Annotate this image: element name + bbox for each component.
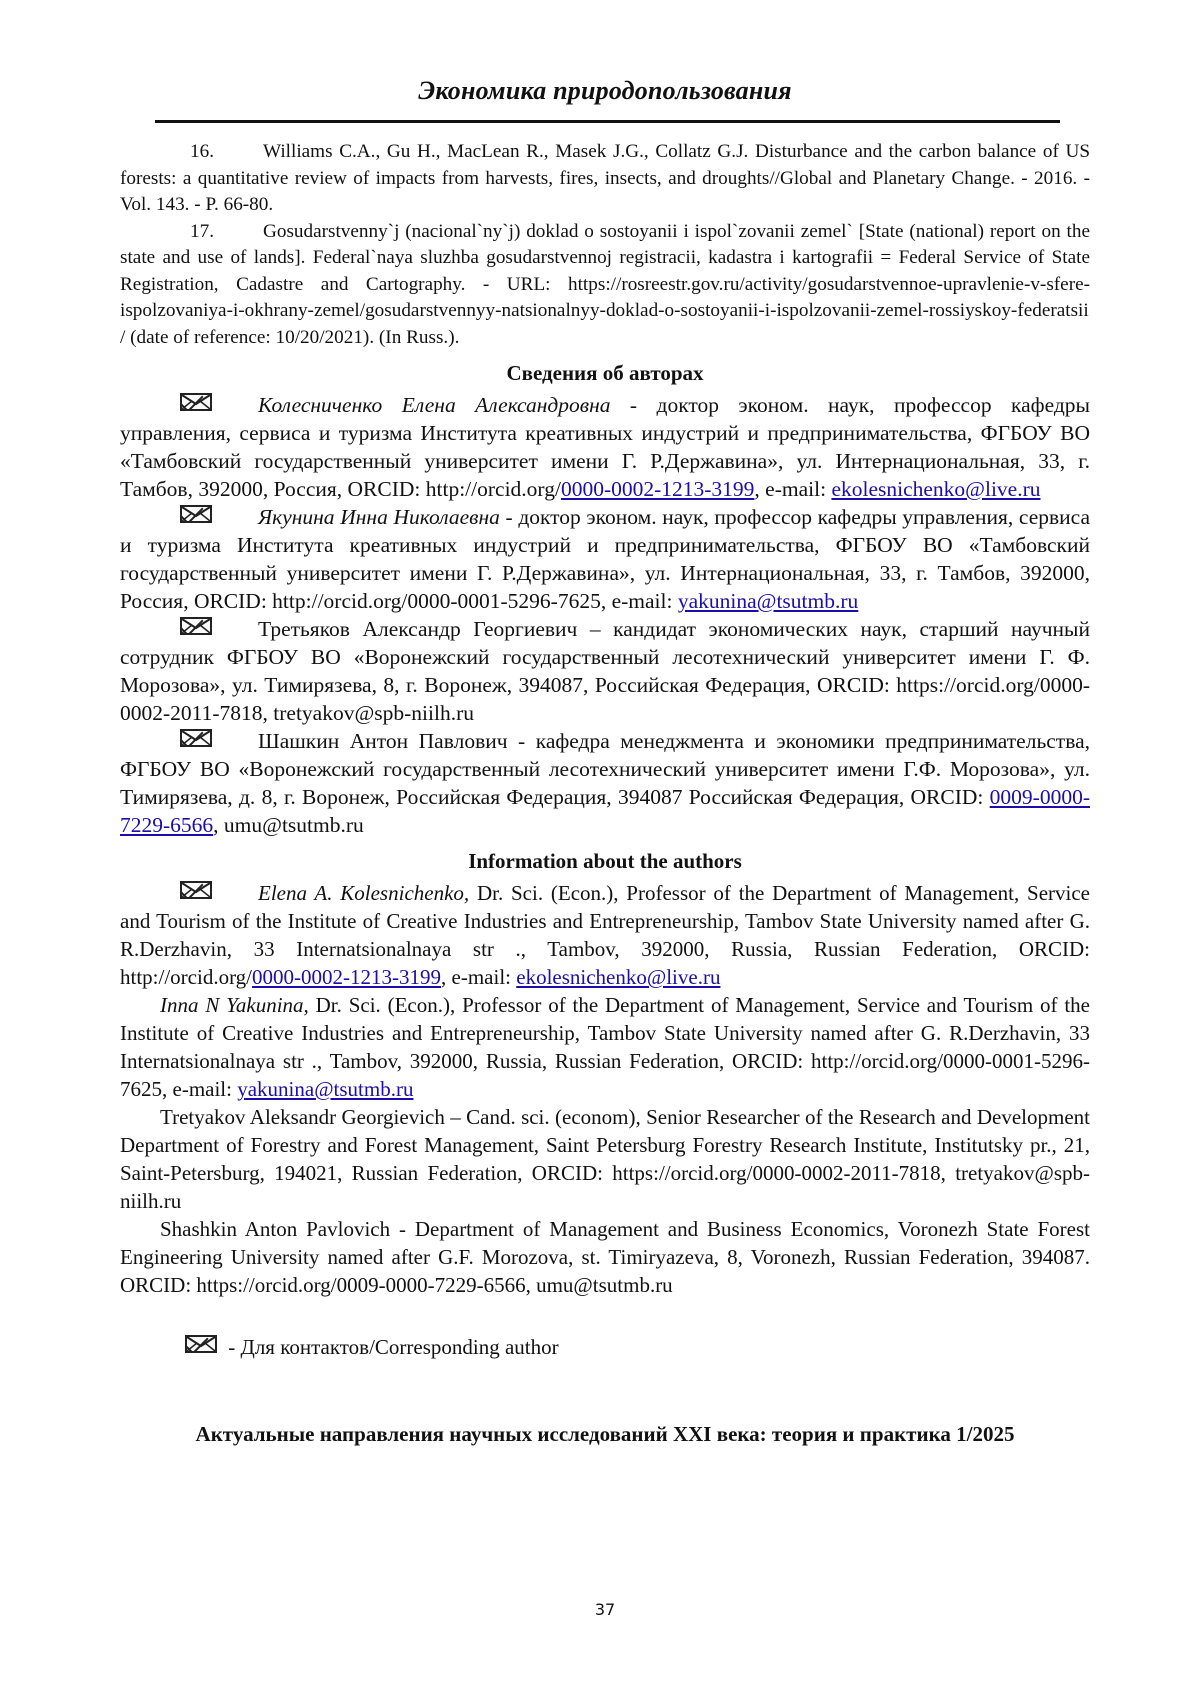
reference-text: Gosudarstvenny`j (nacional`ny`j) doklad o sostoyanii i ispol`zovanii zemel` [State (national) report on the state and use of lands]. Federal`naya sluzhba gosudarstvennoj registracii, kadastra i kartografii = Federal Service of State Registration, Cadastre and Cartography. - URL: https://rosreestr.gov.ru/activity/gosudarstvennoe-upravlenie-v-sfere-ispolzovaniya-i-okhrany-zemel/gosudarstvennyy-natsionalnyy-doklad-o-sostoyanii-i-ispolzovanii-zemel-rossiyskoy-federatsii / (date of reference: 10/20/2021). (In Russ.). — [120, 220, 1090, 348]
envelope-icon — [180, 729, 212, 747]
author-en-4 — [120, 1215, 1090, 1299]
page-content — [120, 139, 1090, 1361]
reference-16 — [120, 139, 1090, 219]
author-en-3 — [120, 1103, 1090, 1215]
header-rule — [155, 120, 1060, 123]
corresponding-author-note — [120, 1333, 1090, 1361]
email-link[interactable]: ekolesnichenko@live.ru — [516, 965, 721, 989]
email-link[interactable]: yakunina@tsutmb.ru — [237, 1077, 414, 1101]
email-link[interactable]: ekolesnichenko@live.ru — [831, 477, 1041, 501]
author-name: Якунина Инна Николаевна — [258, 505, 500, 529]
author-name: Inna N Yakunina, — [160, 993, 309, 1017]
authors-en-heading: Information about the authors — [468, 849, 742, 873]
envelope-icon — [180, 393, 212, 411]
corresponding-author-label: - Для контактов/Corresponding author — [223, 1335, 559, 1359]
page-number: 37 — [594, 1600, 616, 1619]
author-details: Dr. Sci. (Econ.), Professor of the Department of Management, Service and Tourism of the Institute of Creative Industries and Entrepreneurship, Tambov State University named after G. R.Derzhavin, 33 Internatsionalnaya str ., Tambov, 392000, Russia, Russian Federation, ORCID: http://orcid.org/ — [120, 881, 1091, 989]
author-details: Третьяков Александр Георгиевич – кандидат экономических наук, старший научный сотрудник ФГБОУ ВО «Воронежский государственный лесотехнический университет имени Г. Ф. Морозова», ул. Тимирязева, 8, г. Воронеж, 394087, Российская Федерация, ORCID: https://orcid.org/0000-0002-2011-7818, tretyakov@spb-niilh.ru — [120, 617, 1090, 725]
author-details: Shashkin Anton Pavlovich - Department of Management and Business Economics, Voronezh State Forest Engineering University named after G.F. Morozova, st. Timiryazeva, 8, Voronezh, Russian Federation, 394087. ORCID: https://orcid.org/0009-0000-7229-6566, umu@tsutmb.ru — [120, 1217, 1090, 1297]
reference-17 — [120, 219, 1090, 352]
author-ru-1 — [120, 391, 1090, 503]
envelope-icon — [180, 617, 212, 635]
orcid-link[interactable]: 0009-0000-7229-6566 — [120, 785, 1090, 837]
author-email: , umu@tsutmb.ru — [213, 813, 364, 837]
journal-title: Актуальные направления научных исследований XXI века: теория и практика 1/2025 — [195, 1422, 1015, 1446]
orcid-link[interactable]: 0000-0002-1213-3199 — [560, 477, 755, 501]
author-en-1 — [120, 879, 1090, 991]
author-name: Elena A. Kolesnichenko, — [258, 881, 470, 905]
author-details: Шашкин Антон Павлович - кафедра менеджмента и экономики предпринимательства, ФГБОУ ВО «Воронежский государственный лесотехнический университет имени Г.Ф. Морозова», ул. Тимирязева, д. 8, г. Воронеж, Российская Федерация, 394087 Российская Федерация, ORCID: — [120, 729, 1090, 809]
running-title: Экономика природопользования — [418, 76, 792, 105]
author-name: Колесниченко Елена Александровна — [258, 393, 611, 417]
reference-number: 16. — [190, 141, 214, 162]
reference-text: Williams C.A., Gu H., MacLean R., Masek J.G., Collatz G.J. Disturbance and the carbon balance of US forests: a quantitative review of impacts from harvests, fires, insects, and droughts//Global and Planetary Change. - 2016. - Vol. 143. - P. 66-80. — [120, 141, 1090, 215]
orcid-link[interactable]: 0000-0002-1213-3199 — [252, 965, 442, 989]
email-label: , e-mail: — [754, 477, 832, 501]
author-details: Tretyakov Aleksandr Georgievich – Cand. sci. (econom), Senior Researcher of the Research and Development Department of Forestry and Forest Management, Saint Petersburg Forestry Research Institute, Institutsky pr., 21, Saint-Petersburg, 194021, Russian Federation, ORCID: https://orcid.org/0000-0002-2011-7818, tretyakov@spb-niilh.ru — [120, 1105, 1090, 1213]
author-ru-3 — [120, 615, 1090, 727]
author-ru-4 — [120, 727, 1090, 839]
author-details: Dr. Sci. (Econ.), Professor of the Department of Management, Service and Tourism of the Institute of Creative Industries and Entrepreneurship, Tambov State University named after G. R.Derzhavin, 33 Internatsionalnaya str ., Tambov, 392000, Russia, Russian Federation, ORCID: http://orcid.org/0000-0001-5296-7625, e-mail: — [120, 993, 1090, 1101]
author-details: - доктор эконом. наук, профессор кафедры управления, сервиса и туризма Института креативных индустрий и предпринимательства, ФГБОУ ВО «Тамбовский государственный университет имени Г. Р.Державина», ул. Интернациональная, 33, г. Тамбов, 392000, Россия, ORCID: http://orcid.org/0000-0001-5296-7625, e-mail: — [120, 505, 1090, 613]
envelope-icon — [180, 505, 212, 523]
author-en-2 — [120, 991, 1090, 1103]
envelope-icon — [185, 1335, 217, 1353]
author-ru-2 — [120, 503, 1090, 615]
envelope-icon — [180, 881, 212, 899]
reference-number: 17. — [190, 220, 214, 242]
authors-ru-heading: Сведения об авторах — [506, 361, 704, 385]
email-link[interactable]: yakunina@tsutmb.ru — [677, 589, 859, 613]
email-label: , e-mail: — [441, 965, 517, 989]
author-details: - доктор эконом. наук, профессор кафедры управления, сервиса и туризма Института креативных индустрий и предпринимательства, ФГБОУ ВО «Тамбовский государственный университет имени Г. Р.Державина», ул. Интернациональная, 33, г. Тамбов, 392000, Россия, ORCID: http://orcid.org/ — [120, 393, 1090, 501]
